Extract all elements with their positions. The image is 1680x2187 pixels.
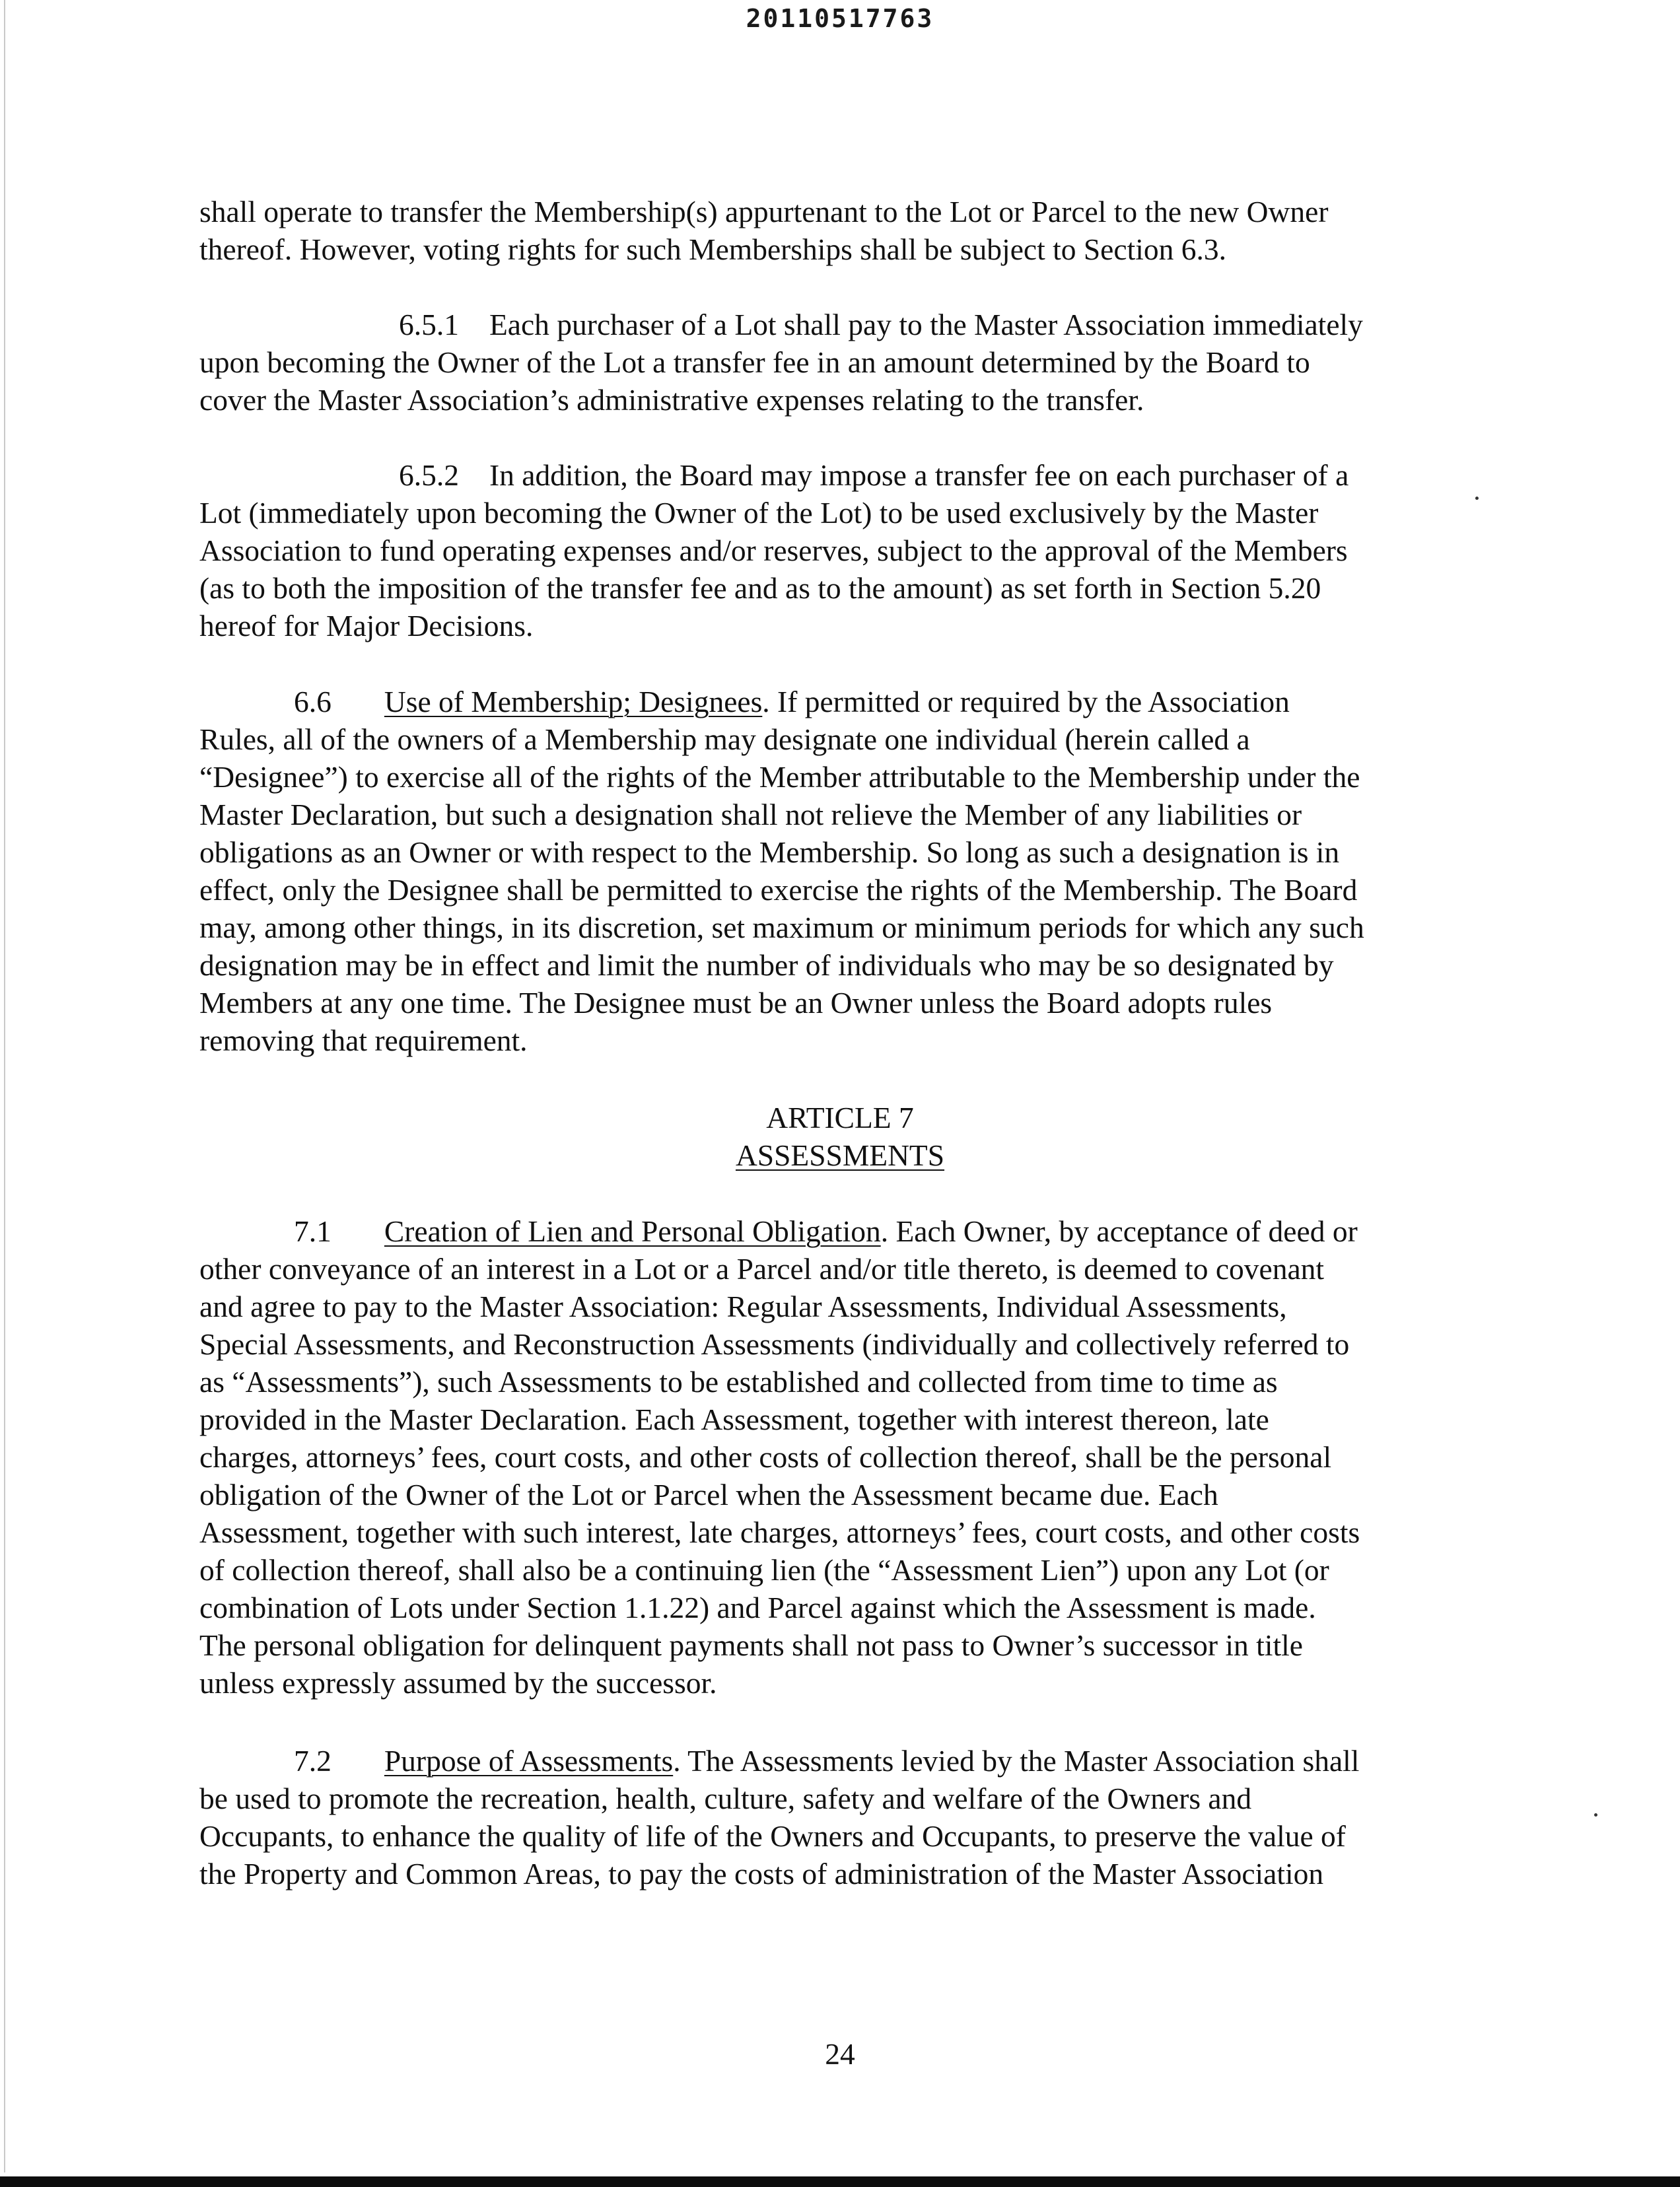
text-line: Master Declaration, but such a designation shall not relieve the Member of any liabilities or	[199, 798, 1302, 831]
section-heading: Use of Membership; Designees	[384, 685, 763, 718]
text-line: Special Assessments, and Reconstruction Assessments (individually and collectively referred to	[199, 1327, 1350, 1361]
section-number: 6.5.1	[399, 308, 459, 341]
text-line: “Designee”) to exercise all of the rights of the Member attributable to the Membership under the	[199, 760, 1360, 794]
section-heading: Purpose of Assessments	[384, 1744, 674, 1778]
text-line: shall operate to transfer the Membership(s) appurtenant to the Lot or Parcel to the new Owner	[199, 195, 1329, 228]
text-line: Association to fund operating expenses and/or reserves, subject to the approval of the Members	[199, 534, 1348, 567]
paragraph-7-2	[199, 1742, 1494, 1892]
text-line: as “Assessments”), such Assessments to be established and collected from time to time as	[199, 1365, 1278, 1399]
article-title	[0, 1136, 1680, 1174]
text-line: Members at any one time. The Designee must be an Owner unless the Board adopts rules	[199, 986, 1273, 1020]
text-line: upon becoming the Owner of the Lot a transfer fee in an amount determined by the Board to	[199, 345, 1310, 379]
text-line: (as to both the imposition of the transfer fee and as to the amount) as set forth in Section 5.20	[199, 571, 1321, 605]
text-line	[199, 1212, 1494, 1250]
section-number: 7.2	[294, 1744, 332, 1778]
text-line: Lot (immediately upon becoming the Owner of the Lot) to be used exclusively by the Master	[199, 496, 1319, 530]
paragraph-7-1	[199, 1212, 1494, 1702]
paragraph-6-5-2	[199, 456, 1494, 644]
text-line: of collection thereof, shall also be a continuing lien (the “Assessment Lien”) upon any Lot (or	[199, 1553, 1329, 1587]
text-line-rest: . Each Owner, by acceptance of deed or	[880, 1214, 1358, 1248]
text-line: hereof for Major Decisions.	[199, 609, 534, 642]
document-number: 20110517763	[746, 4, 934, 33]
text-line: provided in the Master Declaration. Each Assessment, together with interest thereon, late	[199, 1403, 1269, 1436]
text-line-rest: Each purchaser of a Lot shall pay to the Master Association immediately	[489, 308, 1363, 341]
scan-speck	[1475, 497, 1479, 500]
text-line: designation may be in effect and limit the number of individuals who may be so designated by	[199, 948, 1334, 982]
text-line-rest: . If permitted or required by the Association	[762, 685, 1290, 718]
page-number: 24	[825, 2037, 855, 2071]
text-line: the Property and Common Areas, to pay the costs of administration of the Master Association	[199, 1857, 1324, 1891]
text-line	[199, 683, 1494, 720]
paragraph-6-6	[199, 683, 1494, 1059]
text-line: cover the Master Association’s administrative expenses relating to the transfer.	[199, 383, 1144, 417]
text-line: other conveyance of an interest in a Lot or a Parcel and/or title thereto, is deemed to covenant	[199, 1252, 1325, 1286]
text-line: removing that requirement.	[199, 1024, 528, 1057]
paragraph-continuation	[199, 193, 1494, 268]
text-line: obligation of the Owner of the Lot or Parcel when the Assessment became due. Each	[199, 1478, 1218, 1511]
text-line: be used to promote the recreation, health, culture, safety and welfare of the Owners and	[199, 1782, 1252, 1815]
text-line: Rules, all of the owners of a Membership may designate one individual (herein called a	[199, 722, 1250, 756]
text-line-rest: . The Assessments levied by the Master Association shall	[673, 1744, 1360, 1778]
article-title-text: ASSESSMENTS	[735, 1138, 945, 1172]
scan-border-left	[4, 0, 5, 2172]
text-line: combination of Lots under Section 1.1.22) and Parcel against which the Assessment is made.	[199, 1591, 1316, 1624]
section-number: 6.6	[294, 685, 332, 718]
text-line: effect, only the Designee shall be permitted to exercise the rights of the Membership. The Board	[199, 873, 1358, 907]
section-number: 7.1	[294, 1214, 332, 1248]
text-line: Occupants, to enhance the quality of life of the Owners and Occupants, to preserve the value of	[199, 1819, 1346, 1853]
paragraph-6-5-1	[199, 306, 1494, 419]
text-line: obligations as an Owner or with respect to the Membership. So long as such a designation is in	[199, 835, 1340, 869]
scan-border-bottom	[0, 2176, 1680, 2187]
text-line: charges, attorneys’ fees, court costs, and other costs of collection thereof, shall be the personal	[199, 1440, 1332, 1474]
text-line: unless expressly assumed by the successor.	[199, 1666, 717, 1700]
text-line: may, among other things, in its discretion, set maximum or minimum periods for which any such	[199, 911, 1364, 944]
section-number: 6.5.2	[399, 458, 459, 492]
text-line: Assessment, together with such interest, late charges, attorneys’ fees, court costs, and other costs	[199, 1515, 1360, 1549]
text-line	[199, 1742, 1494, 1780]
text-line-rest: In addition, the Board may impose a transfer fee on each purchaser of a	[489, 458, 1349, 492]
section-heading: Creation of Lien and Personal Obligation	[384, 1214, 881, 1248]
text-line: thereof. However, voting rights for such Memberships shall be subject to Section 6.3.	[199, 232, 1226, 266]
text-line: The personal obligation for delinquent payments shall not pass to Owner’s successor in title	[199, 1628, 1303, 1662]
scan-speck	[1594, 1813, 1597, 1817]
article-label: ARTICLE 7	[766, 1101, 914, 1134]
text-line	[199, 456, 1494, 494]
text-line: and agree to pay to the Master Association: Regular Assessments, Individual Assessments,	[199, 1290, 1287, 1323]
text-line	[199, 306, 1494, 343]
